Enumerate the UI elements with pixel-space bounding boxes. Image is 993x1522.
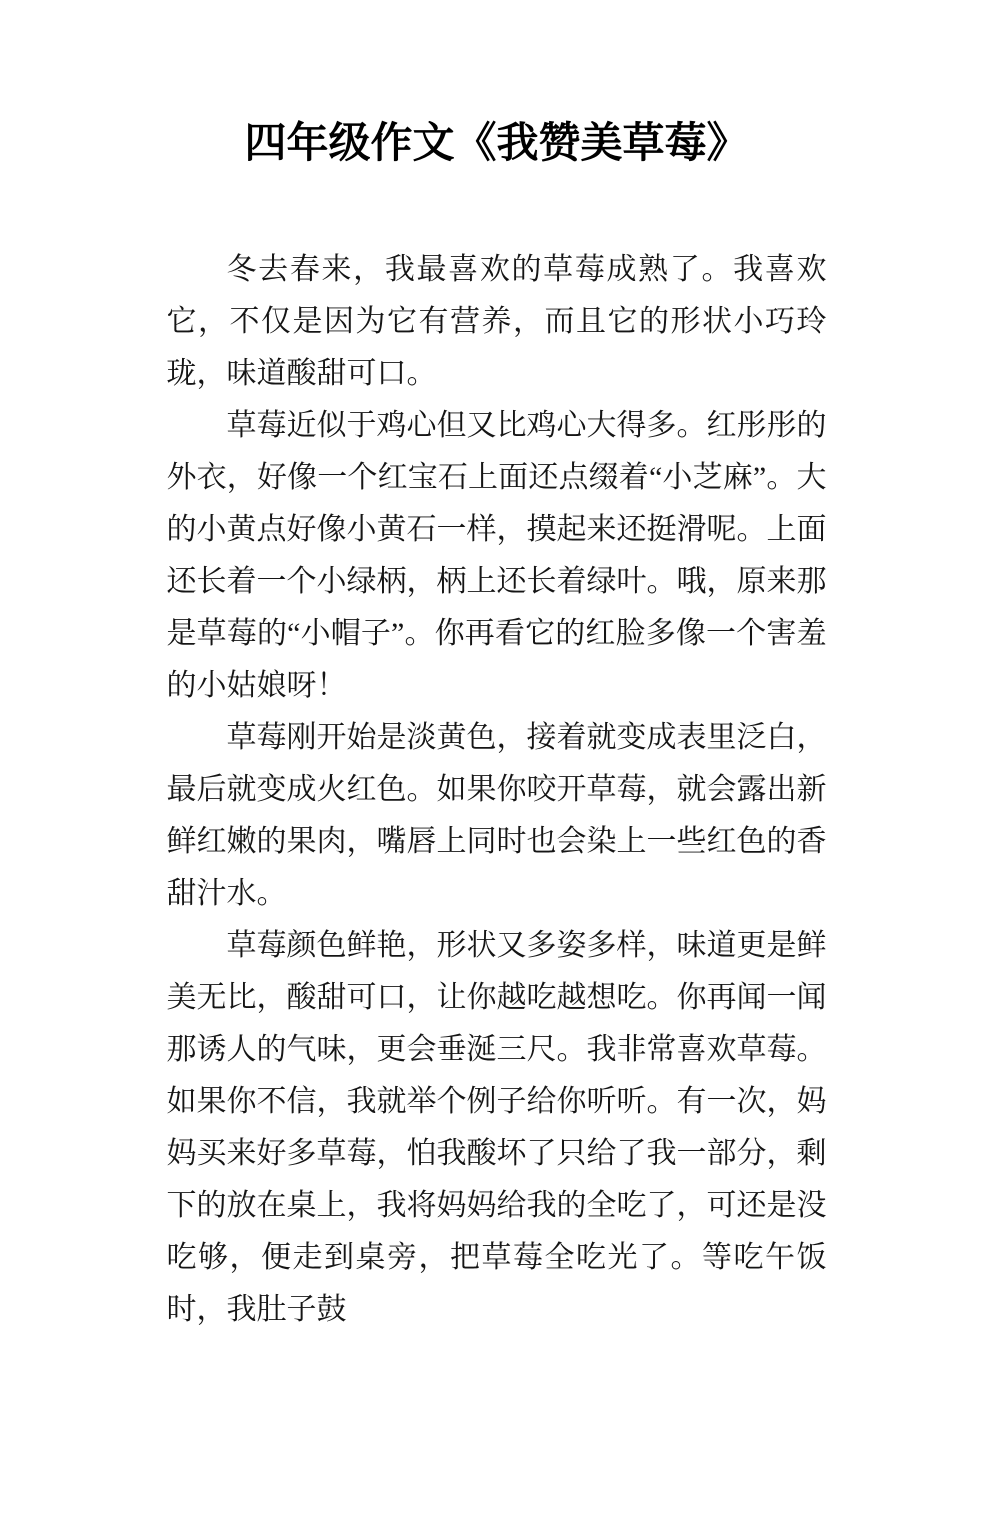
essay-paragraph-1: 冬去春来，我最喜欢的草莓成熟了。我喜欢它，不仅是因为它有营养，而且它的形状小巧玲珑，味道酸甜可口。 (166, 253, 827, 390)
essay-paragraph-4: 草莓颜色鲜艳，形状又多姿多样，味道更是鲜美无比，酸甜可口，让你越吃越想吃。你再闻一闻那诱人的气味，更会垂涎三尺。我非常喜欢草莓。如果你不信，我就举个例子给你听听。有一次，妈妈买来好多草莓，怕我酸坏了只给了我一部分，剩下的放在桌上，我将妈妈给我的全吃了，可还是没吃够，便走到桌旁，把草莓全吃光了。等吃午饭时，我肚子鼓 (166, 929, 827, 1326)
document-page (167, 118, 827, 1336)
essay-body (167, 244, 827, 1336)
essay-paragraph-2: 草莓近似于鸡心但又比鸡心大得多。红彤彤的外衣，好像一个红宝石上面还点缀着“小芝麻”。大的小黄点好像小黄石一样，摸起来还挺滑呢。上面还长着一个小绿柄，柄上还长着绿叶。哦，原来那是草莓的“小帽子”。你再看它的红脸多像一个害羞的小姑娘呀！ (166, 409, 827, 702)
essay-title: 四年级作文《我赞美草莓》 (244, 119, 749, 166)
essay-paragraph-3: 草莓刚开始是淡黄色，接着就变成表里泛白，最后就变成火红色。如果你咬开草莓，就会露出新鲜红嫩的果肉，嘴唇上同时也会染上一些红色的香甜汁水。 (166, 721, 827, 910)
